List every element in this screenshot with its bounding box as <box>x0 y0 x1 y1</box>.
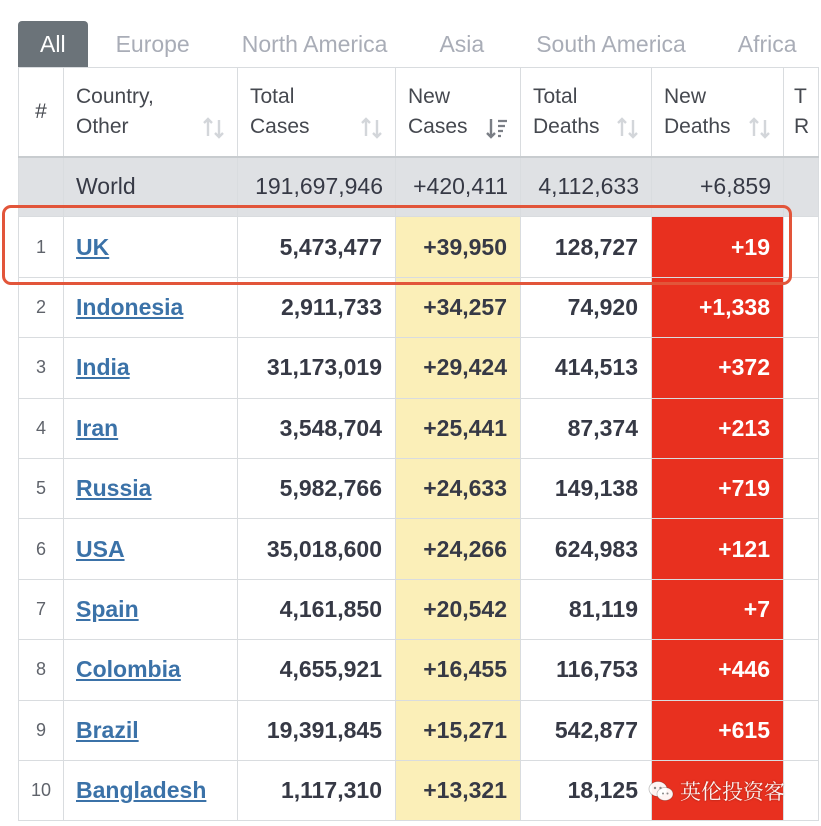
row-new-deaths: +615 <box>652 700 784 760</box>
row-rank: 8 <box>19 640 64 700</box>
row-total-cases: 5,982,766 <box>238 458 396 518</box>
country-link[interactable]: Brazil <box>76 716 139 743</box>
country-link[interactable]: India <box>76 354 130 381</box>
row-country <box>64 398 238 458</box>
row-total-deaths: 74,920 <box>521 277 652 337</box>
row-total-cases: 4,161,850 <box>238 579 396 639</box>
row-new-cases: +34,257 <box>396 277 521 337</box>
region-tabs <box>18 21 821 67</box>
country-link[interactable]: USA <box>76 535 125 562</box>
row-new-deaths: +1,338 <box>652 277 784 337</box>
row-new-deaths: +121 <box>652 519 784 579</box>
header-country-line1: Country, <box>76 84 154 108</box>
row-country <box>64 277 238 337</box>
country-link[interactable]: Spain <box>76 595 139 622</box>
row-country <box>64 579 238 639</box>
covid-table <box>18 67 819 821</box>
header-new-deaths-line1: New <box>664 84 707 108</box>
row-total-cases: 1,117,310 <box>238 760 396 820</box>
row-new-deaths: +7 <box>652 579 784 639</box>
world-total-deaths: 4,112,633 <box>521 157 652 217</box>
row-rank: 7 <box>19 579 64 639</box>
row-country <box>64 640 238 700</box>
row-rank: 3 <box>19 338 64 398</box>
row-total-deaths: 128,727 <box>521 217 652 277</box>
row-total-deaths: 149,138 <box>521 458 652 518</box>
row-total-deaths: 624,983 <box>521 519 652 579</box>
header-total-cases[interactable] <box>238 68 396 157</box>
table-row <box>19 338 819 398</box>
row-new-cases: +24,266 <box>396 519 521 579</box>
row-partial <box>784 338 819 398</box>
row-partial <box>784 579 819 639</box>
row-new-deaths: +719 <box>652 458 784 518</box>
tab-south-america[interactable]: South America <box>536 31 686 57</box>
header-total-deaths-line2: Deaths <box>533 114 600 138</box>
row-total-cases: 31,173,019 <box>238 338 396 398</box>
header-new-cases-line1: New <box>408 84 451 108</box>
row-country <box>64 217 238 277</box>
country-link[interactable]: Bangladesh <box>76 777 207 804</box>
row-rank: 5 <box>19 458 64 518</box>
row-new-cases: +20,542 <box>396 579 521 639</box>
row-rank: 4 <box>19 398 64 458</box>
row-total-cases: 4,655,921 <box>238 640 396 700</box>
header-new-deaths[interactable] <box>652 68 784 157</box>
row-partial <box>784 760 819 820</box>
header-rank[interactable]: # <box>19 68 64 157</box>
header-total-deaths-line1: Total <box>533 84 578 108</box>
row-country <box>64 760 238 820</box>
sort-icon[interactable] <box>203 116 225 140</box>
tab-asia[interactable]: Asia <box>439 31 485 57</box>
row-total-deaths: 87,374 <box>521 398 652 458</box>
row-total-cases: 35,018,600 <box>238 519 396 579</box>
row-partial <box>784 458 819 518</box>
row-new-cases: +16,455 <box>396 640 521 700</box>
row-country <box>64 700 238 760</box>
world-partial <box>784 157 819 217</box>
row-total-deaths: 542,877 <box>521 700 652 760</box>
row-new-cases: +15,271 <box>396 700 521 760</box>
table-row <box>19 217 819 277</box>
watermark-text: 英伦投资客 <box>680 781 785 804</box>
wechat-icon <box>648 780 674 802</box>
row-partial <box>784 217 819 277</box>
row-new-deaths: +446 <box>652 640 784 700</box>
row-partial <box>784 398 819 458</box>
row-total-cases: 3,548,704 <box>238 398 396 458</box>
row-new-cases: +29,424 <box>396 338 521 398</box>
header-partial-line1: T <box>794 84 807 108</box>
row-total-deaths: 18,125 <box>521 760 652 820</box>
table-row <box>19 640 819 700</box>
row-country <box>64 519 238 579</box>
header-country[interactable] <box>64 68 238 157</box>
row-new-cases: +39,950 <box>396 217 521 277</box>
country-link[interactable]: Iran <box>76 414 119 441</box>
country-link[interactable]: Colombia <box>76 656 181 683</box>
row-new-deaths: +372 <box>652 338 784 398</box>
world-new-cases: +420,411 <box>396 157 521 217</box>
world-total-cases: 191,697,946 <box>238 157 396 217</box>
row-new-cases: +13,321 <box>396 760 521 820</box>
country-link[interactable]: Indonesia <box>76 293 184 320</box>
sort-icon[interactable] <box>361 116 383 140</box>
row-partial <box>784 519 819 579</box>
header-total-cases-line1: Total <box>250 84 295 108</box>
row-new-deaths: +19 <box>652 217 784 277</box>
row-rank: 9 <box>19 700 64 760</box>
header-country-line2: Other <box>76 114 129 138</box>
row-partial <box>784 700 819 760</box>
row-total-cases: 19,391,845 <box>238 700 396 760</box>
world-new-deaths: +6,859 <box>652 157 784 217</box>
table-row <box>19 458 819 518</box>
row-total-deaths: 81,119 <box>521 579 652 639</box>
row-new-cases: +24,633 <box>396 458 521 518</box>
country-link[interactable]: UK <box>76 233 110 260</box>
row-rank: 2 <box>19 277 64 337</box>
country-link[interactable]: Russia <box>76 475 152 502</box>
row-new-deaths: +213 <box>652 398 784 458</box>
header-partial[interactable] <box>784 68 819 157</box>
row-partial <box>784 277 819 337</box>
watermark <box>648 776 785 806</box>
row-rank: 10 <box>19 760 64 820</box>
tab-europe[interactable]: Europe <box>115 31 190 57</box>
table-row <box>19 398 819 458</box>
header-row <box>19 68 819 157</box>
tab-all[interactable]: All <box>18 21 88 67</box>
sort-icon[interactable] <box>749 116 771 140</box>
country-rows <box>19 217 819 821</box>
row-total-cases: 5,473,477 <box>238 217 396 277</box>
row-new-cases: +25,441 <box>396 398 521 458</box>
row-total-deaths: 116,753 <box>521 640 652 700</box>
sort-icon[interactable] <box>617 116 639 140</box>
table-row <box>19 579 819 639</box>
header-total-deaths[interactable] <box>521 68 652 157</box>
row-rank: 6 <box>19 519 64 579</box>
header-total-cases-line2: Cases <box>250 114 310 138</box>
table-row <box>19 700 819 760</box>
table-row <box>19 519 819 579</box>
header-partial-line2: R <box>794 114 810 138</box>
row-partial <box>784 640 819 700</box>
row-country <box>64 338 238 398</box>
row-country <box>64 458 238 518</box>
header-new-deaths-line2: Deaths <box>664 114 731 138</box>
world-row <box>19 157 819 217</box>
sort-desc-icon[interactable] <box>486 116 508 140</box>
world-rank <box>19 157 64 217</box>
tab-north-america[interactable]: North America <box>241 31 388 57</box>
header-new-cases[interactable] <box>396 68 521 157</box>
world-name: World <box>64 157 238 217</box>
row-total-cases: 2,911,733 <box>238 277 396 337</box>
table-row <box>19 277 819 337</box>
header-new-cases-line2: Cases <box>408 114 468 138</box>
tab-africa[interactable]: Africa <box>737 31 797 57</box>
row-rank: 1 <box>19 217 64 277</box>
row-total-deaths: 414,513 <box>521 338 652 398</box>
